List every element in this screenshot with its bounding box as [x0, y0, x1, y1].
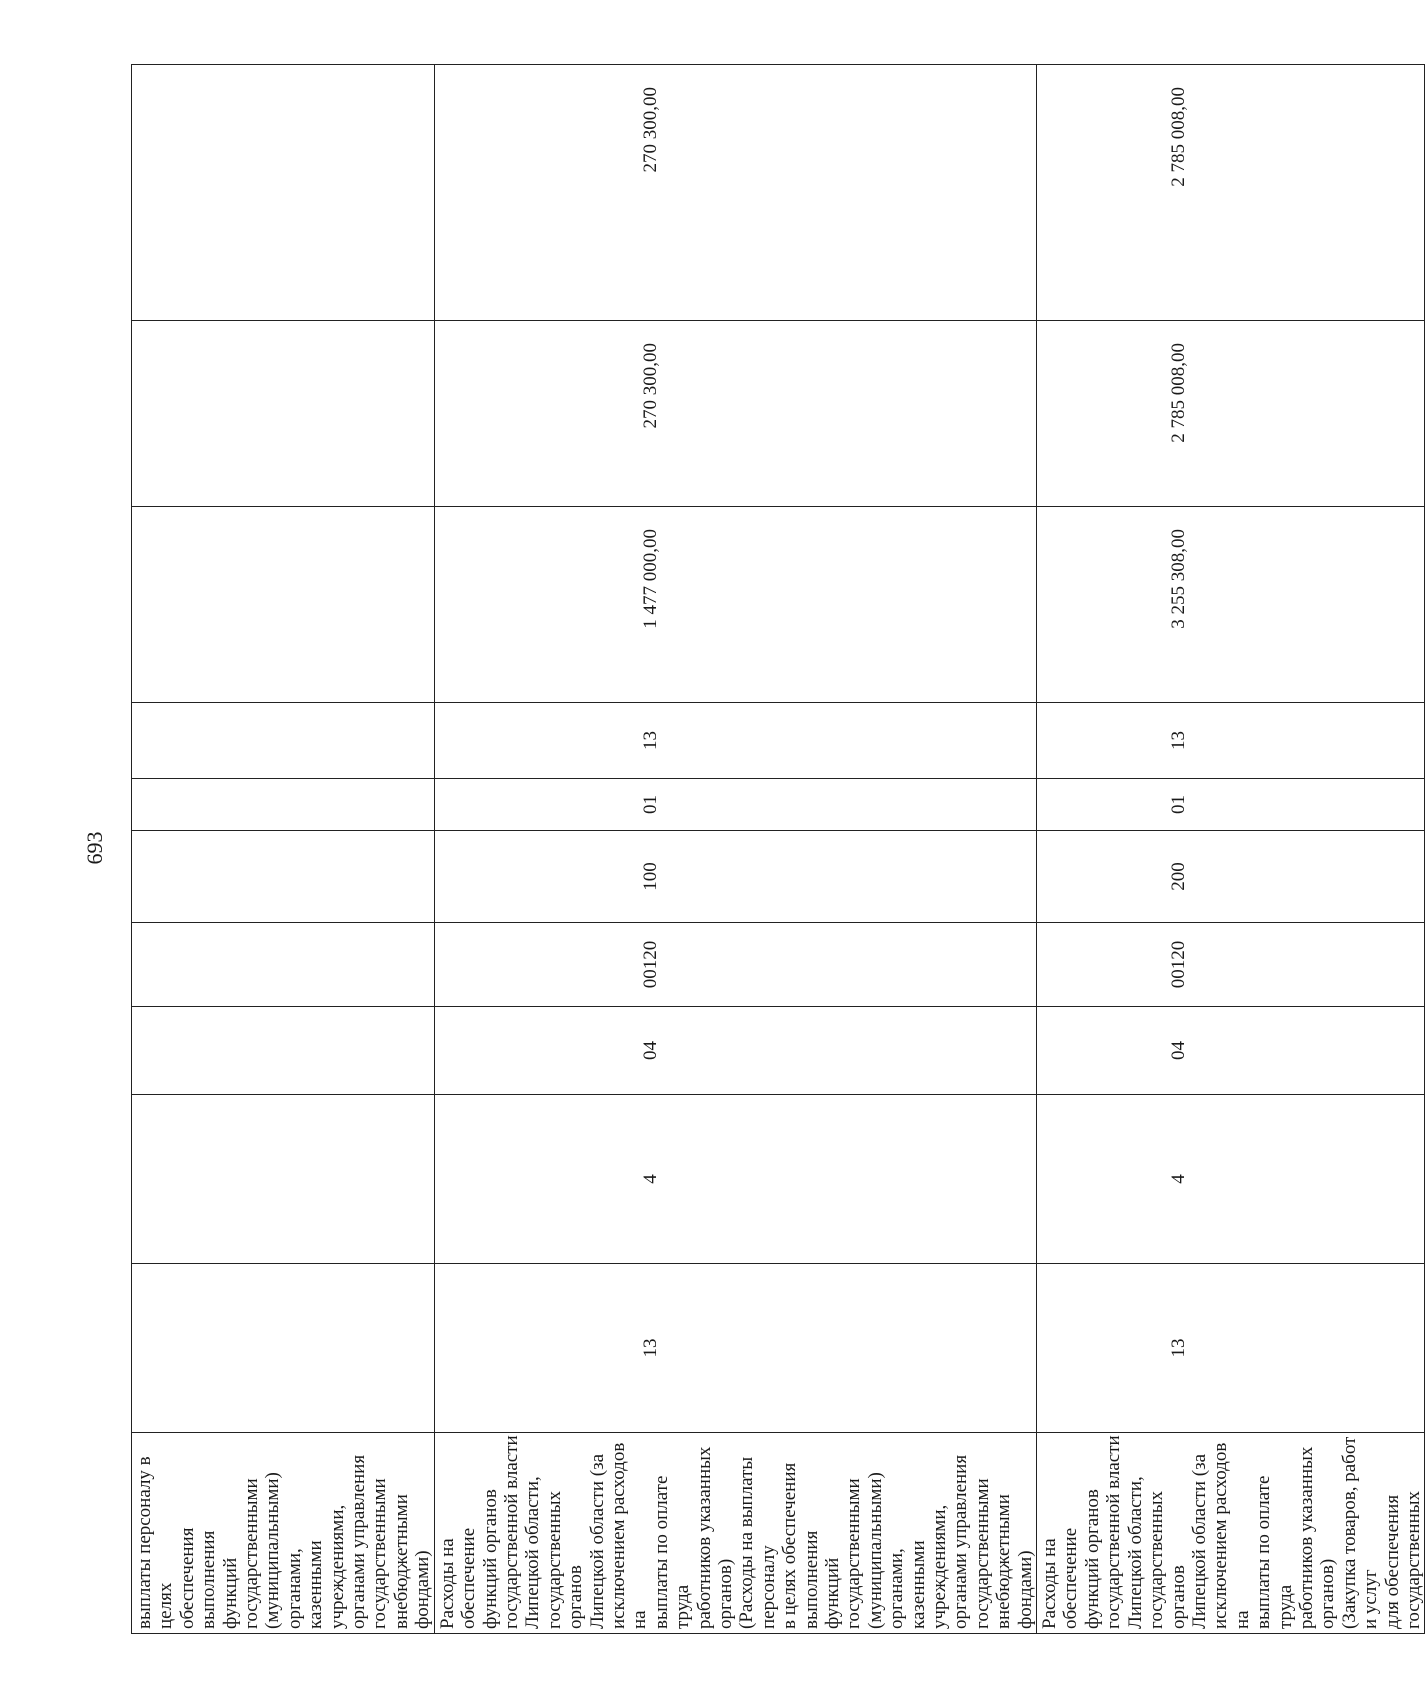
cell-code-2: [434, 1095, 1036, 1264]
cell-code-1: [434, 1264, 1036, 1433]
row-description: выплаты персоналу в целях обеспечения выполнения функций государственными (муниципальными) органами, казенными учреждениями, органами управления государственными внебюджетными фондами): [132, 1433, 435, 1634]
code-4-value: 00120: [639, 940, 661, 989]
cell-amount-2: [132, 321, 435, 507]
cell-code-7: [132, 703, 435, 779]
cell-code-6: [132, 779, 435, 831]
code-6-value: 01: [639, 795, 661, 814]
cell-code-4: [132, 923, 435, 1007]
cell-code-7: [1037, 703, 1425, 779]
code-4-value: 00120: [1168, 940, 1190, 989]
code-5-value: 200: [1168, 862, 1190, 891]
code-1-value: 13: [1168, 1338, 1190, 1358]
cell-amount-2: [434, 321, 1036, 507]
cell-amount-1: [132, 507, 435, 703]
amount-2-value: 2 785 008,00: [1168, 343, 1190, 443]
cell-code-1: [132, 1264, 435, 1433]
cell-code-6: [434, 779, 1036, 831]
cell-amount-1: [1037, 507, 1425, 703]
cell-code-6: [1037, 779, 1425, 831]
cell-amount-2: [1037, 321, 1425, 507]
row-description: Расходы на обеспечение функций органов государственной власти Липецкой области, государственных органов Липецкой области (за исключением расходов на выплаты по оплате труда работников указанных органов) (Закупка товаров, работ и услуг для обеспечения государственных: [1037, 1433, 1425, 1634]
code-2-value: 4: [1168, 1174, 1190, 1184]
budget-table-rotated: [131, 65, 1424, 1634]
table-row: [434, 65, 1036, 1634]
amount-3-value: 270 300,00: [639, 87, 661, 173]
code-7-value: 13: [639, 731, 661, 750]
code-7-value: 13: [1168, 731, 1190, 750]
cell-code-1: [1037, 1264, 1425, 1433]
cell-code-2: [1037, 1095, 1425, 1264]
amount-1-value: 1 477 000,00: [639, 529, 661, 629]
cell-amount-3: [434, 65, 1036, 321]
cell-amount-3: [132, 65, 435, 321]
table-row: [132, 65, 435, 1634]
code-6-value: 01: [1168, 795, 1190, 814]
code-1-value: 13: [639, 1338, 661, 1358]
cell-code-5: [132, 831, 435, 923]
row-description: Расходы на обеспечение функций органов государственной власти Липецкой области, государственных органов Липецкой области (за исключением расходов на выплаты по оплате труда работников указанных органов) (Расходы на выплаты персоналу в целях обеспечения выполнения функций государственными (муниципальными) органами, казенными учреждениями, органами управления государственными внебюджетными фондами): [434, 1433, 1036, 1634]
code-3-value: 04: [1168, 1041, 1190, 1060]
code-3-value: 04: [639, 1041, 661, 1060]
cell-code-3: [1037, 1007, 1425, 1095]
cell-amount-1: [434, 507, 1036, 703]
table-row: [1037, 65, 1425, 1634]
cell-code-4: [1037, 923, 1425, 1007]
amount-3-value: 2 785 008,00: [1168, 87, 1190, 187]
code-5-value: 100: [639, 862, 661, 891]
page-number: 693: [82, 831, 107, 865]
cell-code-4: [434, 923, 1036, 1007]
budget-table: [131, 64, 1425, 1634]
cell-code-2: [132, 1095, 435, 1264]
amount-2-value: 270 300,00: [639, 343, 661, 429]
cell-code-3: [132, 1007, 435, 1095]
code-2-value: 4: [639, 1174, 661, 1184]
amount-1-value: 3 255 308,00: [1168, 529, 1190, 629]
cell-code-3: [434, 1007, 1036, 1095]
cell-code-5: [434, 831, 1036, 923]
cell-code-7: [434, 703, 1036, 779]
cell-code-5: [1037, 831, 1425, 923]
cell-amount-3: [1037, 65, 1425, 321]
